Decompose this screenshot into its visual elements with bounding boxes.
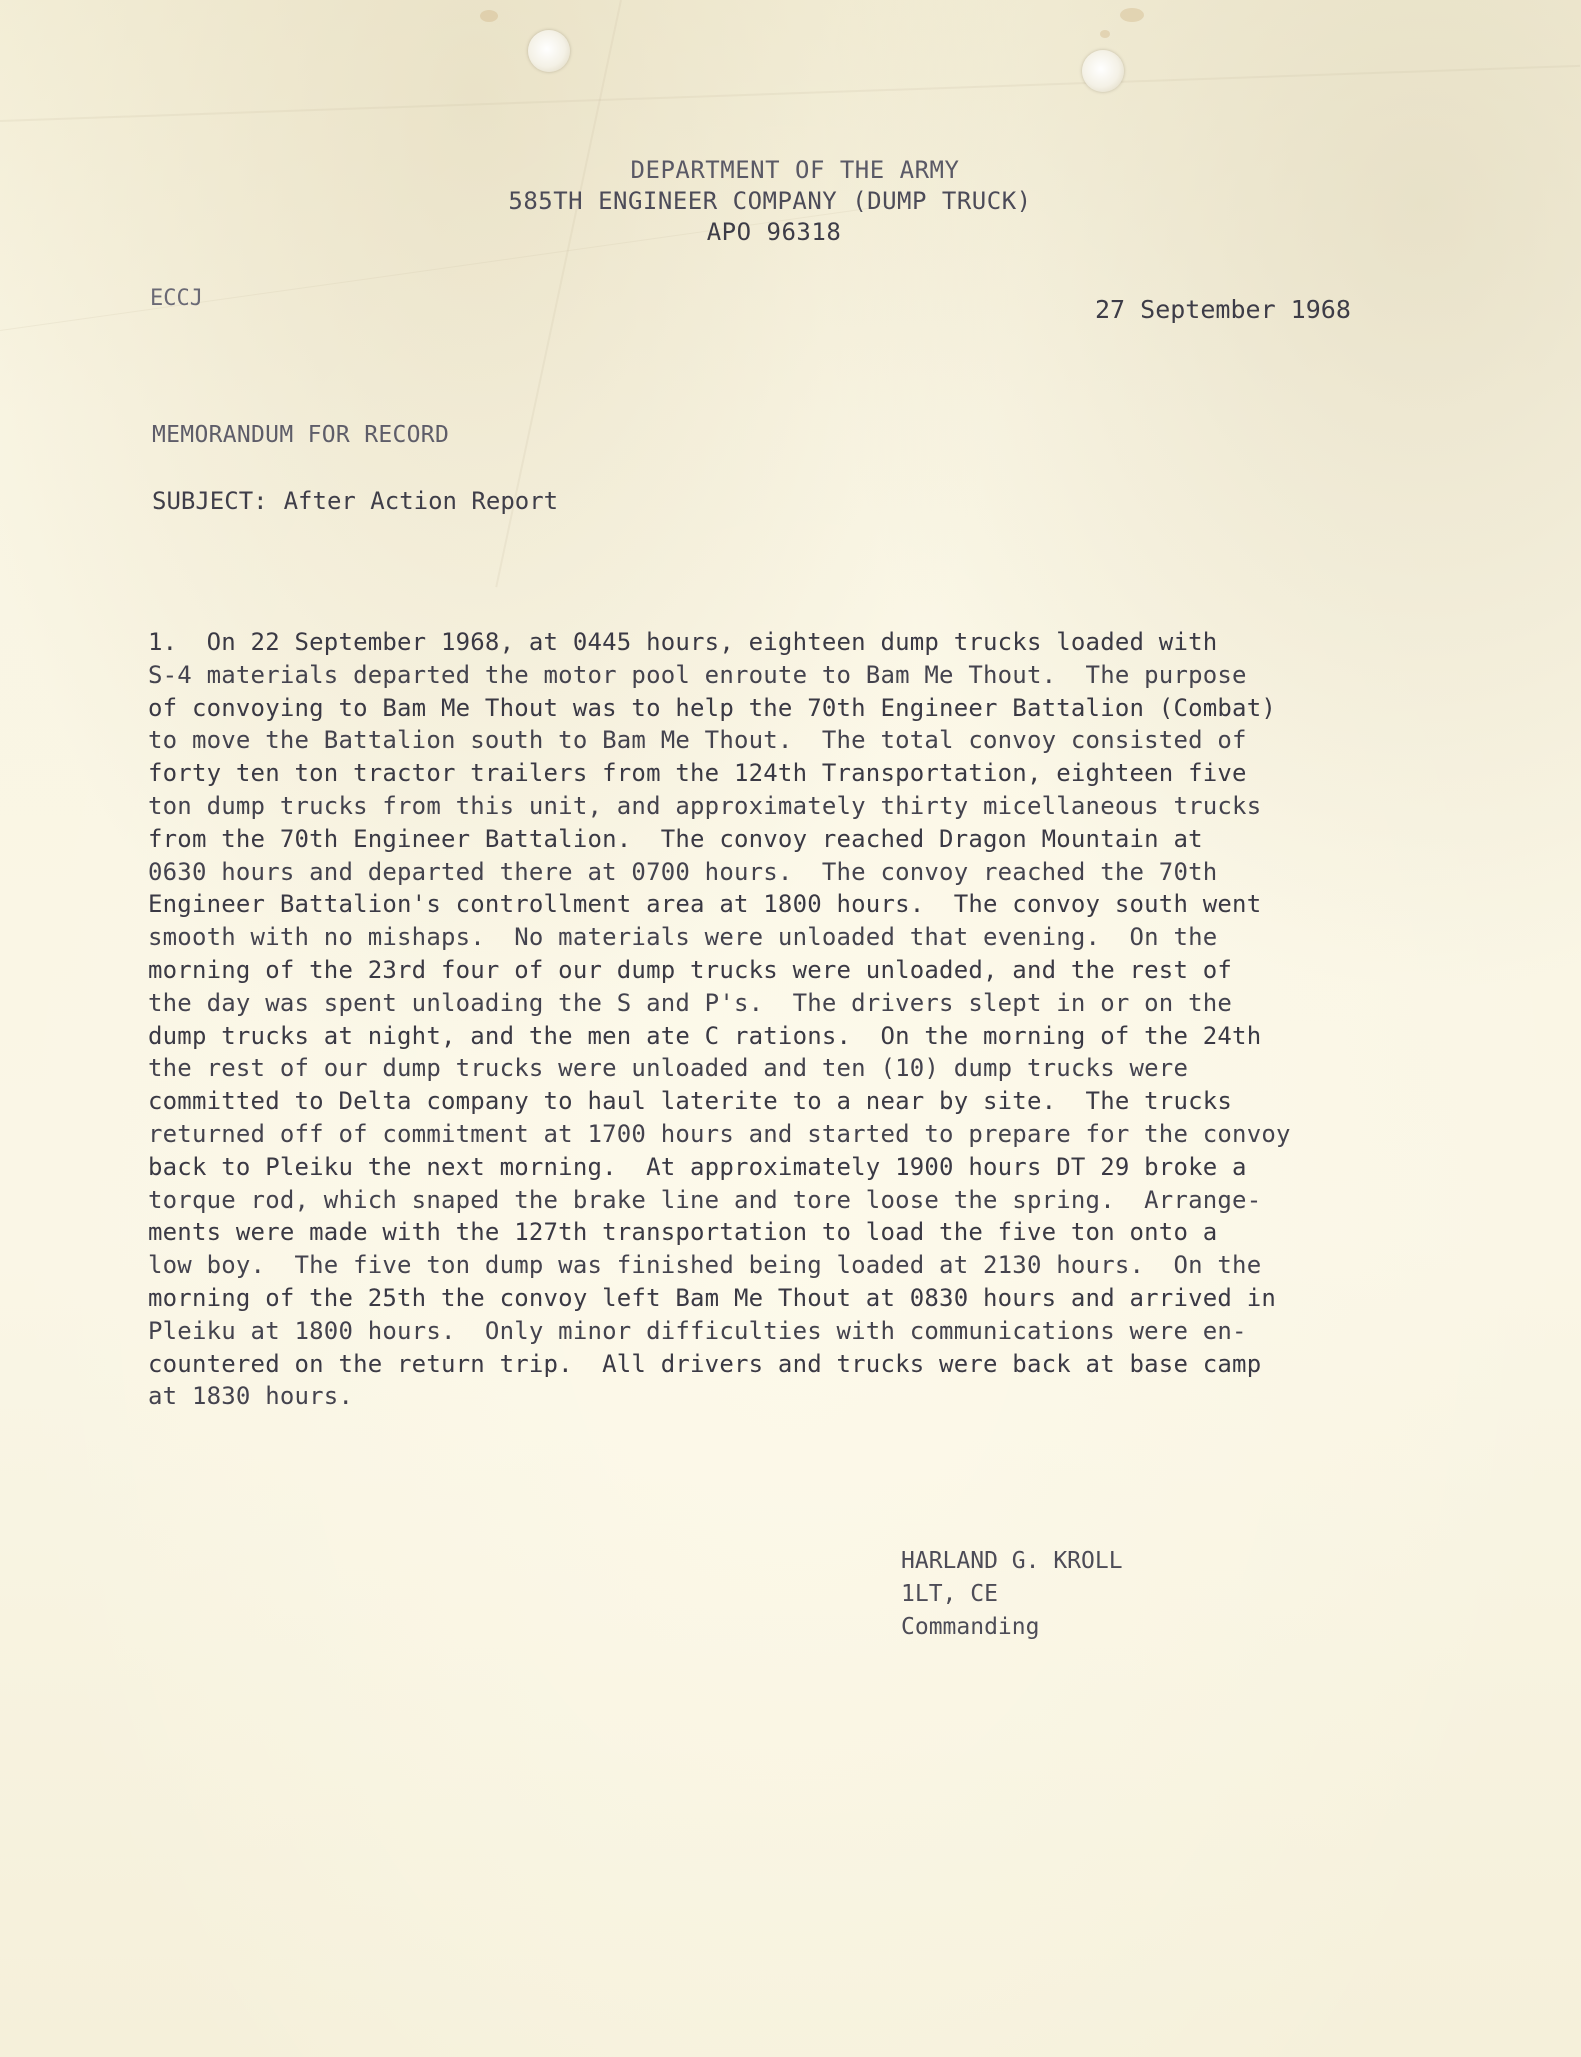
body-line: morning of the 25th the convoy left Bam Me Thout at 0830 hours and arrived in: [148, 1283, 1276, 1312]
body-line: back to Pleiku the next morning. At approximately 1900 hours DT 29 broke a: [148, 1152, 1247, 1181]
letterhead-unit: 585TH ENGINEER COMPANY (DUMP TRUCK): [508, 187, 1032, 215]
body-line: to move the Battalion south to Bam Me Thout. The total convoy consisted of: [148, 726, 1247, 755]
paper-stain: [480, 10, 498, 22]
letterhead: [420, 155, 1120, 248]
body-line: forty ten ton tractor trailers from the 124th Transportation, eighteen five: [148, 759, 1247, 788]
body-line: committed to Delta company to haul laterite to a near by site. The trucks: [148, 1087, 1233, 1116]
body-line: countered on the return trip. All drivers and trucks were back at base camp: [148, 1349, 1262, 1378]
letterhead-department: DEPARTMENT OF THE ARMY: [630, 156, 960, 184]
body-line: ton dump trucks from this unit, and approximately thirty micellaneous trucks: [148, 791, 1262, 820]
body-line: morning of the 23rd four of our dump trucks were unloaded, and the rest of: [148, 955, 1233, 984]
subject-line: [152, 487, 558, 515]
body-line: the day was spent unloading the S and P's. The drivers slept in or on the: [148, 988, 1233, 1017]
body-line: smooth with no mishaps. No materials were unloaded that evening. On the: [148, 923, 1218, 952]
body-line: dump trucks at night, and the men ate C rations. On the morning of the 24th: [148, 1021, 1262, 1050]
body-line: Engineer Battalion's controllment area at 1800 hours. The convoy south went: [148, 890, 1262, 919]
paper-fold: [0, 65, 1580, 122]
signature-block: [901, 1545, 1123, 1644]
paper-stain: [1120, 8, 1144, 22]
memo-date: 27 September 1968: [1095, 295, 1351, 324]
letterhead-apo: APO 96318: [706, 218, 842, 246]
subject-label: SUBJECT:: [152, 487, 268, 515]
office-symbol: ECCJ: [150, 286, 203, 311]
signer-name: HARLAND G. KROLL: [901, 1548, 1123, 1574]
body-line: torque rod, which snaped the brake line and tore loose the spring. Arrange-: [148, 1185, 1262, 1214]
body-line: 0630 hours and departed there at 0700 hours. The convoy reached the 70th: [148, 857, 1218, 886]
signer-title: Commanding: [901, 1614, 1040, 1640]
body-line: S-4 materials departed the motor pool enroute to Bam Me Thout. The purpose: [148, 660, 1247, 689]
body-line: returned off of commitment at 1700 hours and started to prepare for the convoy: [148, 1119, 1291, 1148]
signer-rank: 1LT, CE: [901, 1581, 998, 1607]
body-line: ments were made with the 127th transportation to load the five ton onto a: [148, 1218, 1218, 1247]
memo-title: MEMORANDUM FOR RECORD: [152, 422, 450, 448]
body-line: at 1830 hours.: [148, 1382, 354, 1411]
body-line: the rest of our dump trucks were unloaded and ten (10) dump trucks were: [148, 1054, 1189, 1083]
body-line: low boy. The five ton dump was finished being loaded at 2130 hours. On the: [148, 1251, 1262, 1280]
subject-value: After Action Report: [283, 487, 559, 515]
body-line: Pleiku at 1800 hours. Only minor difficulties with communications were en-: [148, 1316, 1247, 1345]
body-line: from the 70th Engineer Battalion. The convoy reached Dragon Mountain at: [148, 824, 1203, 853]
body-line: of convoying to Bam Me Thout was to help the 70th Engineer Battalion (Combat): [148, 693, 1276, 722]
punch-hole: [528, 30, 570, 72]
memo-body: [148, 626, 1448, 1413]
paper-stain: [1100, 30, 1110, 38]
body-line: 1. On 22 September 1968, at 0445 hours, eighteen dump trucks loaded with: [148, 628, 1218, 656]
punch-hole: [1082, 50, 1124, 92]
